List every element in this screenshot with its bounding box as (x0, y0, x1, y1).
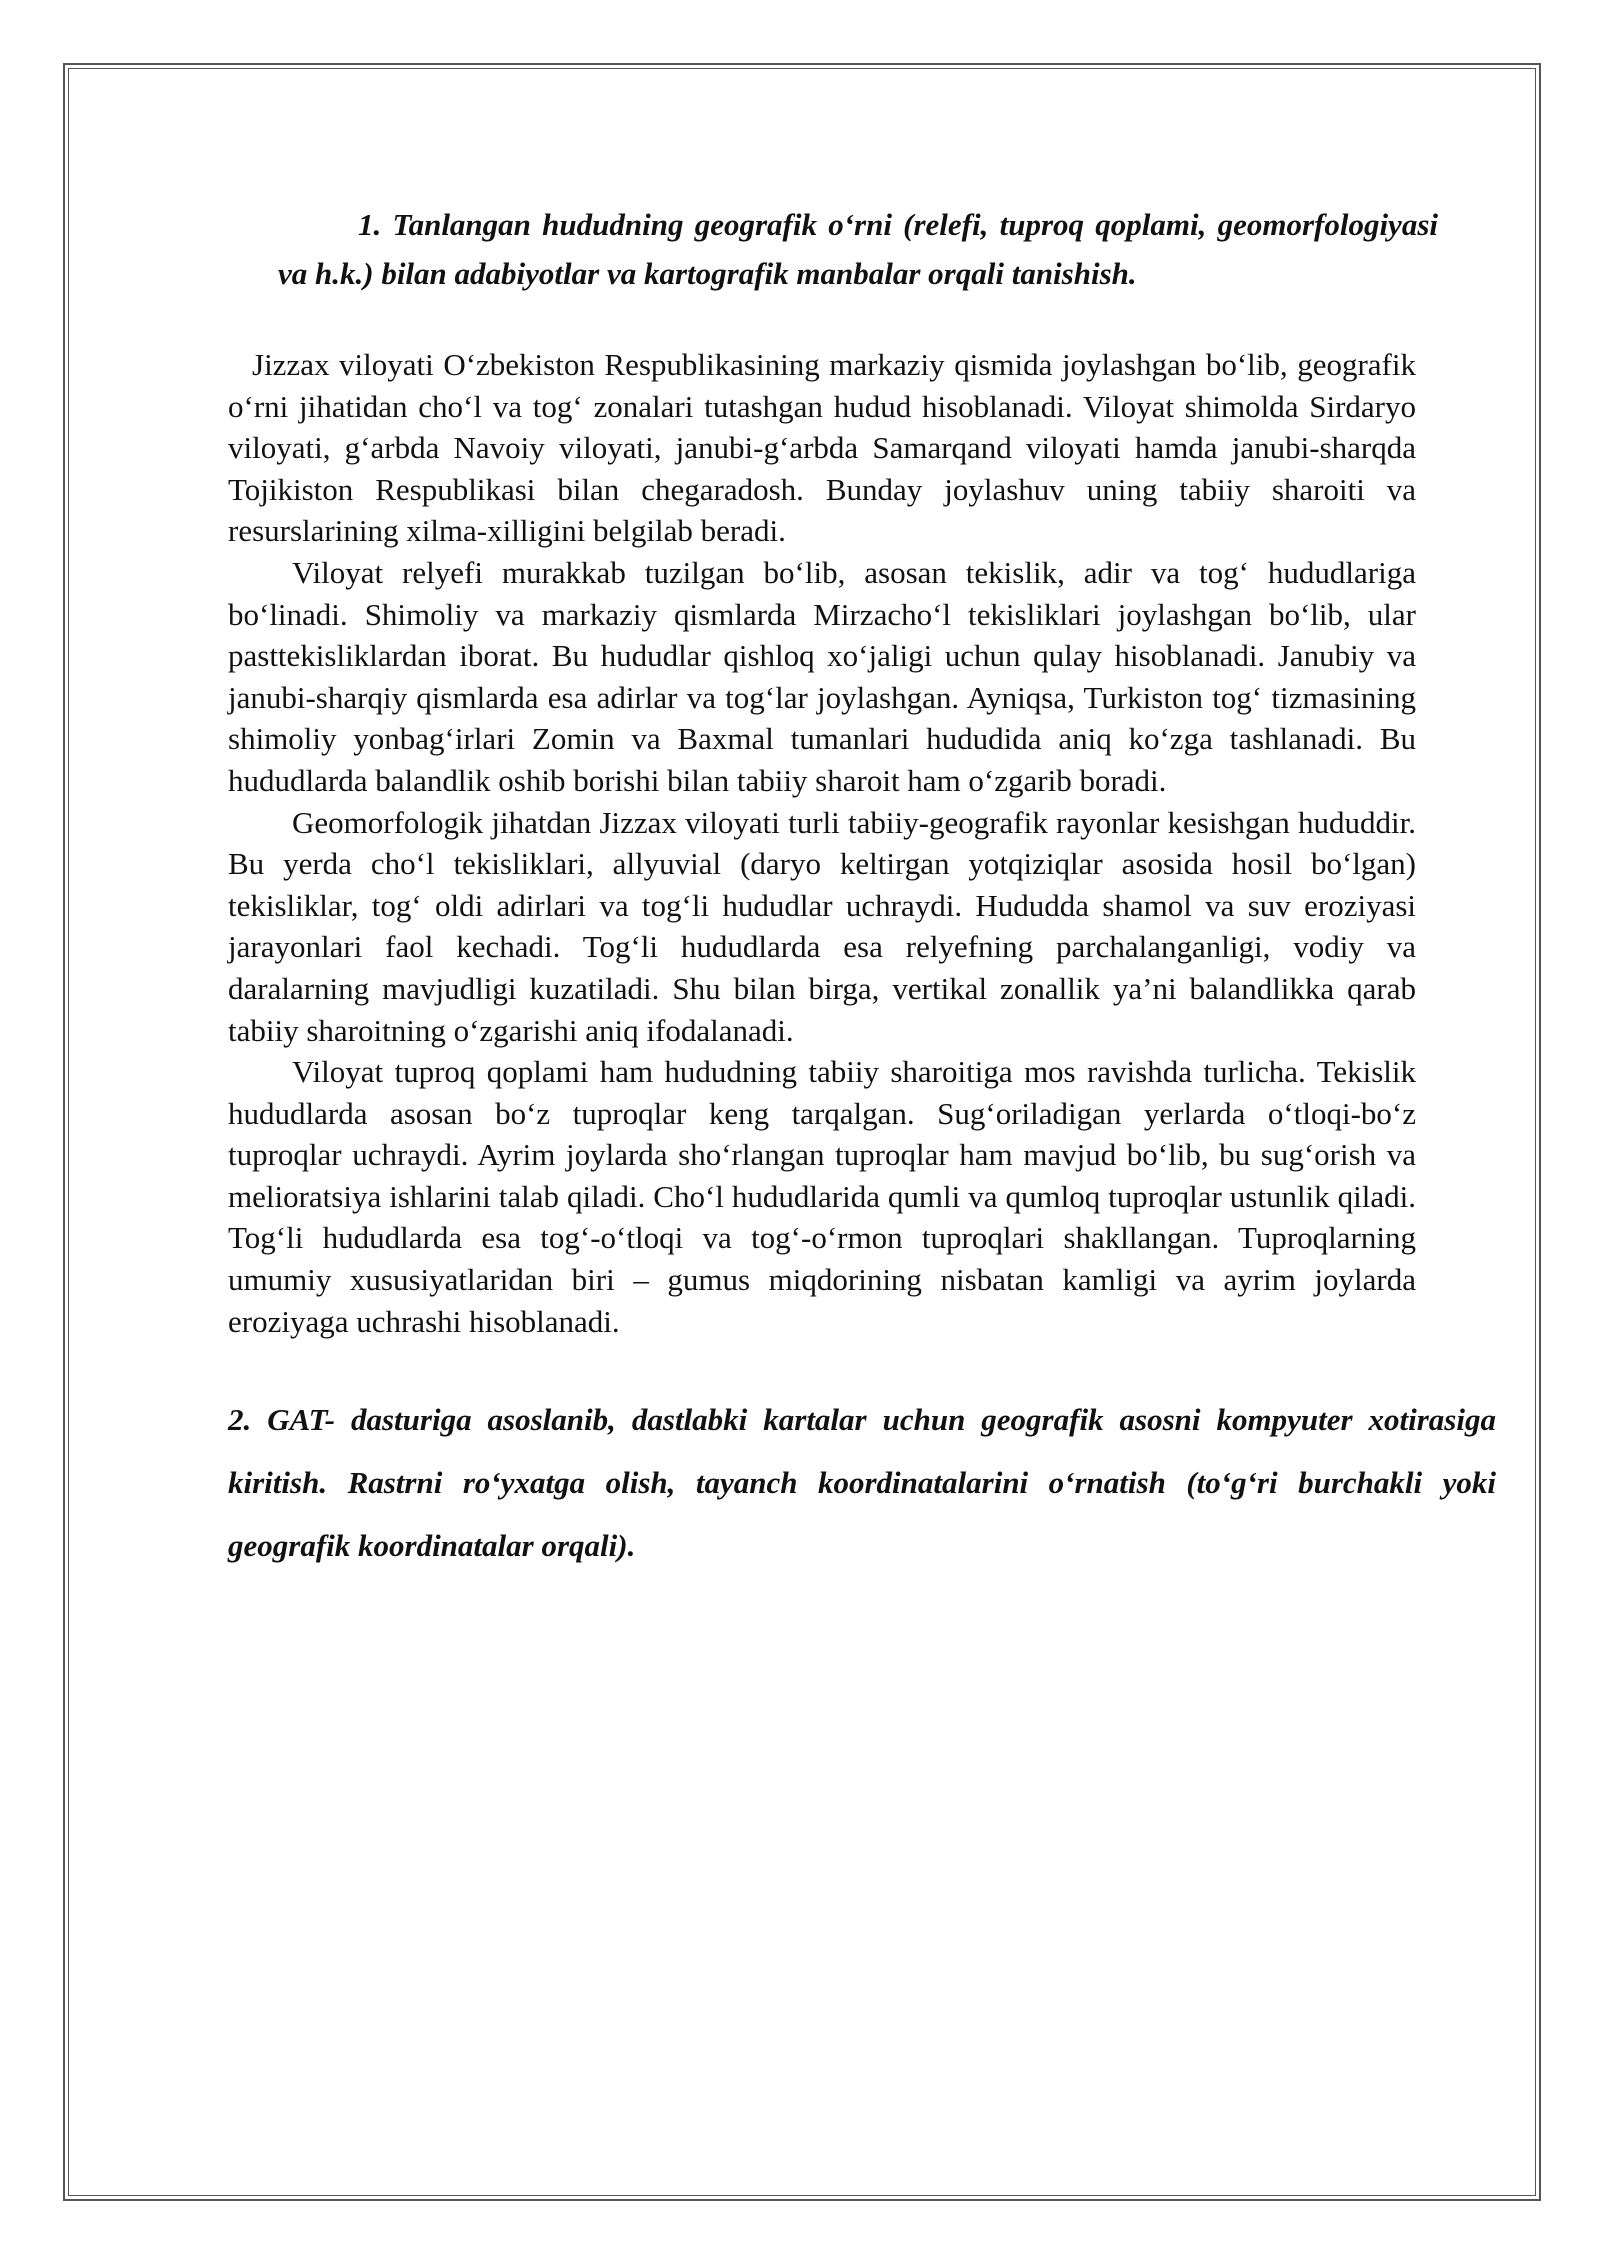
section-1-body (228, 344, 1496, 1342)
paragraph-soil: Viloyat tuproq qoplami ham hududning tabiiy sharoitiga mos ravishda turlicha. Tekislik hududlarda asosan bo‘z tuproqlar keng tarqalgan. Sug‘oriladigan yerlarda o‘tloqi-bo‘z tuproqlar uchraydi. Ayrim joylarda sho‘rlangan tuproqlar ham mavjud bo‘lib, bu sug‘orish va melioratsiya ishlarini talab qiladi. Cho‘l hududlarida qumli va qumloq tuproqlar ustunlik qiladi. Tog‘li hududlarda esa tog‘-o‘tloqi va tog‘-o‘rmon tuproqlari shakllangan. Tuproqlarning umumiy xususiyatlaridan biri – gumus miqdorining nisbatan kamligi va ayrim joylarda eroziyaga uchrashi hisoblanadi. (228, 1054, 1416, 1339)
section-1-heading-text: 1. Tanlangan hududning geografik o‘rni (relefi, tuproq qoplami, geomorfologiyasi va h.k.) bilan adabiyotlar va kartografik manbalar orqali tanishish. (278, 207, 1438, 291)
paragraph-relief: Viloyat relyefi murakkab tuzilgan bo‘lib, asosan tekislik, adir va tog‘ hududlariga bo‘linadi. Shimoliy va markaziy qismlarda Mirzacho‘l tekisliklari joylashgan bo‘lib, ular pasttekisliklardan iborat. Bu hududlar qishloq xo‘jaligi uchun qulay hisoblanadi. Janubiy va janubi-sharqiy qismlarda esa adirlar va tog‘lar joylashgan. Ayniqsa, Turkiston tog‘ tizmasining shimoliy yonbag‘irlari Zomin va Baxmal tumanlari hududida aniq ko‘zga tashlanadi. Bu hududlarda balandlik oshib borishi bilan tabiiy sharoit ham o‘zgarib boradi. (228, 554, 1416, 798)
section-1-heading (278, 200, 1438, 298)
section-2-heading: 2. GAT- dasturiga asoslanib, dastlabki kartalar uchun geografik asosni kompyuter xotirasiga kiritish. Rastrni ro‘yxatga olish, tayanch koordinatalarini o‘rnatish (to‘g‘ri burchakli yoki geografik koordinatalar orqali). (228, 1402, 1496, 1564)
paragraph-geomorphology: Geomorfologik jihatdan Jizzax viloyati turli tabiiy-geografik rayonlar kesishgan hududdir. Bu yerda cho‘l tekisliklari, allyuvial (daryo keltirgan yotqiziqlar asosida hosil bo‘lgan) tekisliklar, tog‘ oldi adirlari va tog‘li hududlar uchraydi. Hududda shamol va suv eroziyasi jarayonlari faol kechadi. Tog‘li hududlarda esa relyefning parchalanganligi, vodiy va daralarning mavjudligi kuzatiladi. Shu bilan birga, vertikal zonallik ya’ni balandlikka qarab tabiiy sharoitning o‘zgarishi aniq ifodalanadi. (228, 804, 1416, 1048)
document-content (228, 200, 1496, 1577)
paragraph-location: Jizzax viloyati O‘zbekiston Respublikasining markaziy qismida joylashgan bo‘lib, geografik o‘rni jihatidan cho‘l va tog‘ zonalari tutashgan hudud hisoblanadi. Viloyat shimolda Sirdaryo viloyati, g‘arbda Navoiy viloyati, janubi-g‘arbda Samarqand viloyati hamda janubi-sharqda Tojikiston Respublikasi bilan chegaradosh. Bunday joylashuv uning tabiiy sharoiti va resurslarining xilma-xilligini belgilab beradi. (228, 347, 1416, 549)
